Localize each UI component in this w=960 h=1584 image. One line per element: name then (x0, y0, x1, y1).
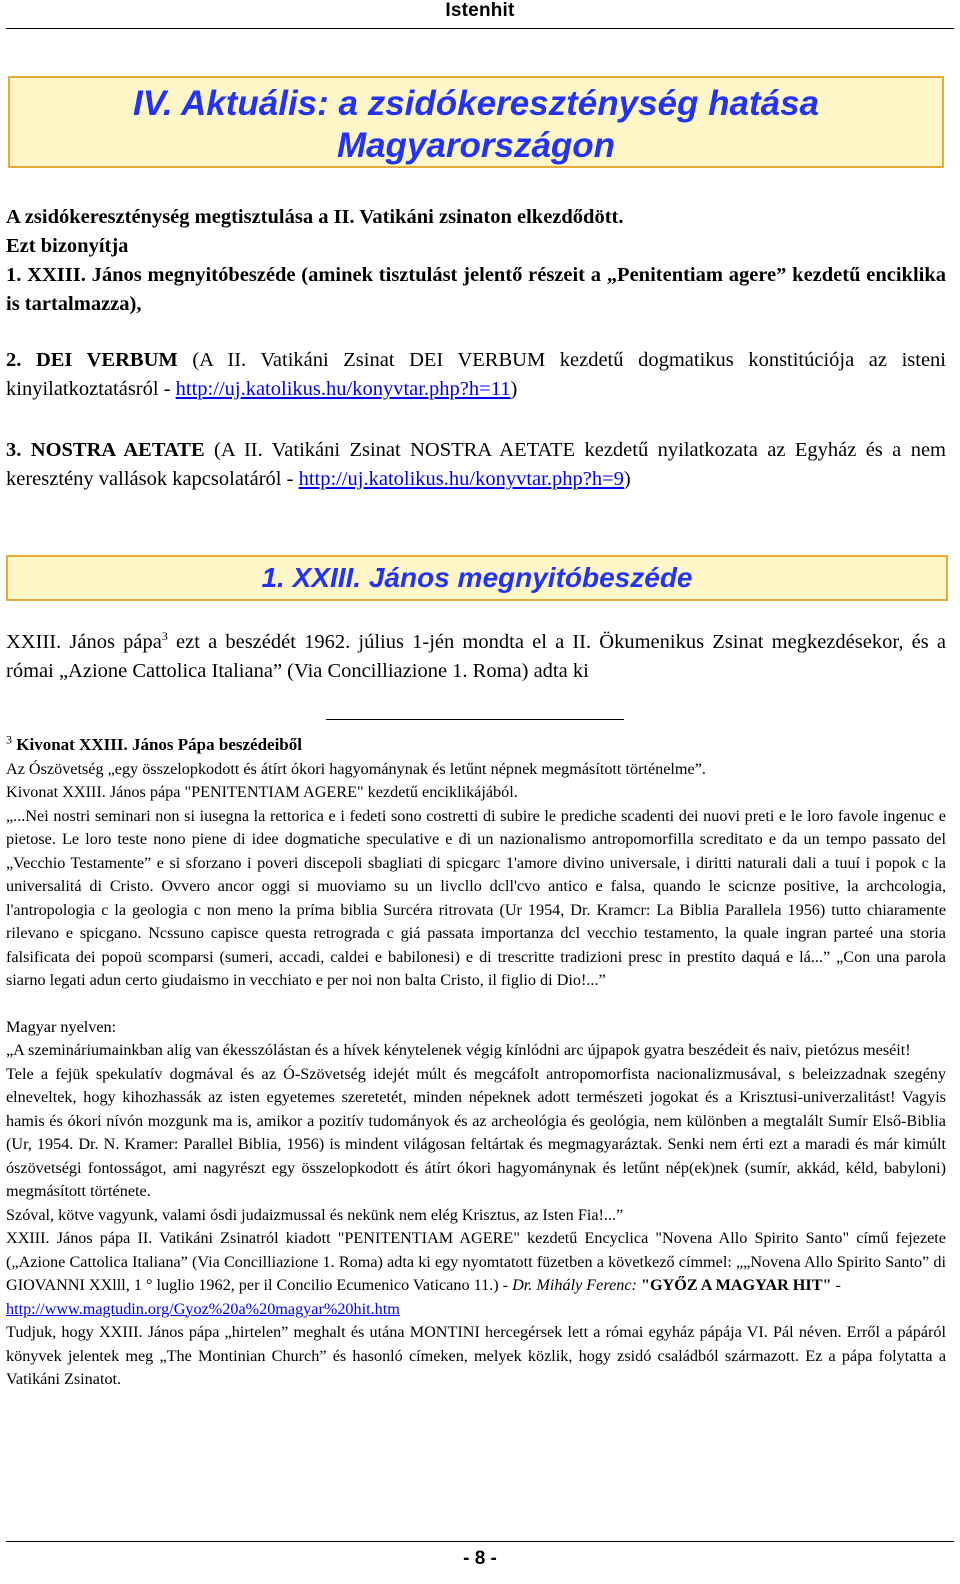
source-author: Dr. Mihály Ferenc: (512, 1276, 637, 1294)
source-title: "GYŐZ A MAGYAR HIT" (636, 1276, 832, 1294)
footnote-line-2: Kivonat XXIII. János pápa "PENITENTIAM AGERE" kezdetű enciklikájából. (6, 783, 518, 801)
footnote-hu-paragraph-3: Szóval, kötve vagyunk, valami ósdi judaizmussal és nekünk nem elég Krisztus, az Isten Fia!...” (6, 1205, 624, 1224)
source-text: XXIII. János pápa II. Vatikáni Zsinatról kiadott "PENITENTIAM AGERE" kezdetű Encyclica "Novena Allo Spirito Santo" című fejezete („Azione Cattolica Italiana” (Via Concilliazione 1. Roma) adta ki egy nyomtatott füzetben a következő címmel: „„Novena Allo Spirito Santo” di GIOVANNI XXlll, 1 ° luglio 1962, per il Concilio Ecumenico Vaticano 11.) - (6, 1229, 946, 1294)
item-2-heading: 2. DEI VERBUM (6, 349, 178, 371)
page-number: - 8 - (463, 1548, 497, 1569)
source-dash: - (831, 1276, 841, 1294)
footnote-number: 3 (6, 732, 12, 747)
section-paragraph (6, 628, 946, 686)
footnote-title: Kivonat XXIII. János Pápa beszédeiből (12, 735, 302, 754)
footnote-source (6, 1227, 946, 1321)
footnote-separator (326, 719, 624, 720)
item-3-link[interactable]: http://uj.katolikus.hu/konyvtar.php?h=9 (298, 468, 624, 490)
chapter-title-line-1: IV. Aktuális: a zsidókereszténység hatása (132, 84, 820, 123)
header-rule (6, 28, 954, 29)
footnote-hu-paragraph-2: Tele a fejük spekulatív dogmával és az Ó-Szövetség idejét múlt és megcáfolt antropomorfista nacionalizmusával, s beleizzadnak szegény elneveltek, hogy kihozhassák az isten egyetemes szeretetét, minden népeknek adott természeti jogokat és a Krisztusi-univerzalitást! Vagyis hamis és ókori nívón mozgunk ma is, amikor a pozitív tudományok és az archeológia és geológia, nem különben a megtalált Sumír Első-Biblia (Ur, 1954. Dr. N. Kramer: Parallel Biblia, 1956) is mindent világosan feltártak és megmagyaráztak. Senki nem érti ezt a maradi és már kimúlt ószövetségi fontosságot, ami nagyrészt egy összelopkodott és átírt ókori hagyománynak és letűnt nép(ek)nek (sumír, akkád, kéld, babyloni) megmásított története. (6, 1064, 946, 1200)
section-title: 1. XXIII. János megnyitóbeszéde (261, 562, 693, 593)
footnote-italian-quote: „...Nei nostri seminari non si iusegna la rettorica e i fedeti sono costretti di subire le prediche scadenti dei nuovi preti e le loro favole ingenuc e pietose. Le loro teste nono piene di idee dogmatiche speculative e di un nazionalismo antropomorfilla screditato e da un tempo passato del „Vecchio Testamente” e si sforzano i poveri discepoli sbagliati di spicgarc 1'amore divino universale, i diritti naturali dali a tuuí i popok c la universalitá di Cristo. Ovvero ancor oggi si muoviamo su un livcllo dcll'cvo antico e falsa, quando le scicnze positive, la archcologia, l'antropologia c la geologia c non meno la príma biblia Surcéra ritrovata (Ur 1954, Dr. Kramcr: La Biblia Parallela 1956) tutto chiaramente rilevano e spicgano. Ncssuno capisce questa retrograda c giá passata importanza dcl vecchio testamento, la quale ingran parteé una storia falsificata dei popoü scomparsi (sumeri, accadi, caldei e babilonesi) e di trescritte tradizioni presc in prestito daquá e lá...” „Con una parola siarno legati adun certo giudaismo in vecchiato e per noi non balta Cristo, il figlio di Dio!...” (6, 806, 946, 989)
footnote-line-1: Az Ószövetség „egy összelopkodott és átírt ókori hagyománynak és letűnt népnek megmásított történelme”. (6, 759, 706, 778)
footnote-heading (6, 733, 946, 758)
item-2-text: (A II. Vatikáni Zsinat DEI VERBUM kezdetű dogmatikus konstitúciója az isteni kinyilatkoztatásról - (6, 349, 946, 400)
source-link[interactable]: http://www.magtudin.org/Gyoz%20a%20magyar%20hit.htm (6, 1299, 400, 1318)
footnote-ref: 3 (161, 629, 168, 644)
intro-line-2: Ezt bizonyítja (6, 235, 129, 257)
intro-line-1: A zsidókereszténység megtisztulása a II. Vatikáni zsinaton elkezdődött. (6, 206, 624, 228)
item-2-link[interactable]: http://uj.katolikus.hu/konyvtar.php?h=11 (175, 378, 511, 400)
footnote-hu-paragraph-1: „A szemináriumainkban alig van ékesszólástan és a hívek kénytelenek végig kínlódni arc újpapok gyatra beszédeit és naiv, pietózus meséit! (6, 1041, 911, 1059)
section-text-b: ezt a beszédét 1962. július 1-jén mondta el a II. Ökumenikus Zsinat megkezdésekor, és a római „Azione Cattolica Italiana” (Via Concilliazione 1. Roma) adta ki (6, 631, 946, 682)
section-title-box (6, 555, 948, 601)
chapter-title-line-2: Magyarországon (336, 126, 616, 165)
section-text-a: XXIII. János pápa (6, 631, 162, 653)
item-2-close: ) (510, 378, 518, 400)
item-3-heading: 3. NOSTRA AETATE (6, 439, 205, 461)
footnote-spacer (6, 993, 946, 1016)
item-3-text: (A II. Vatikáni Zsinat NOSTRA AETATE kezdetű nyilatkozata az Egyház és a nem keresztény vallások kapcsolatáról - (6, 439, 946, 490)
item-3-close: ) (623, 468, 631, 490)
running-header: Istenhit (445, 0, 515, 21)
footnote-last-paragraph: Tudjuk, hogy XXIII. János pápa „hirtelen” meghalt és utána MONTINI hercegérsek lett a római egyház pápája VI. Pál néven. Erről a pápáról könyvek jelentek meg „The Montinian Church” és hasonló címeken, melyek közlik, hogy zsidó családból származott. Ez a pápa folytatta a Vatikáni Zsinatot. (6, 1323, 946, 1388)
intro-item-3 (6, 436, 946, 494)
footer-rule (6, 1541, 954, 1542)
footnote-hu-heading: Magyar nyelven: (6, 1017, 117, 1036)
intro-item-2 (6, 346, 946, 404)
chapter-title-box (8, 76, 944, 168)
intro-item-1: 1. XXIII. János megnyitóbeszéde (aminek tisztulást jelentő részeit a „Penitentiam agere” kezdetű enciklika is tartalmazza), (6, 264, 946, 315)
footnote (6, 733, 946, 1392)
